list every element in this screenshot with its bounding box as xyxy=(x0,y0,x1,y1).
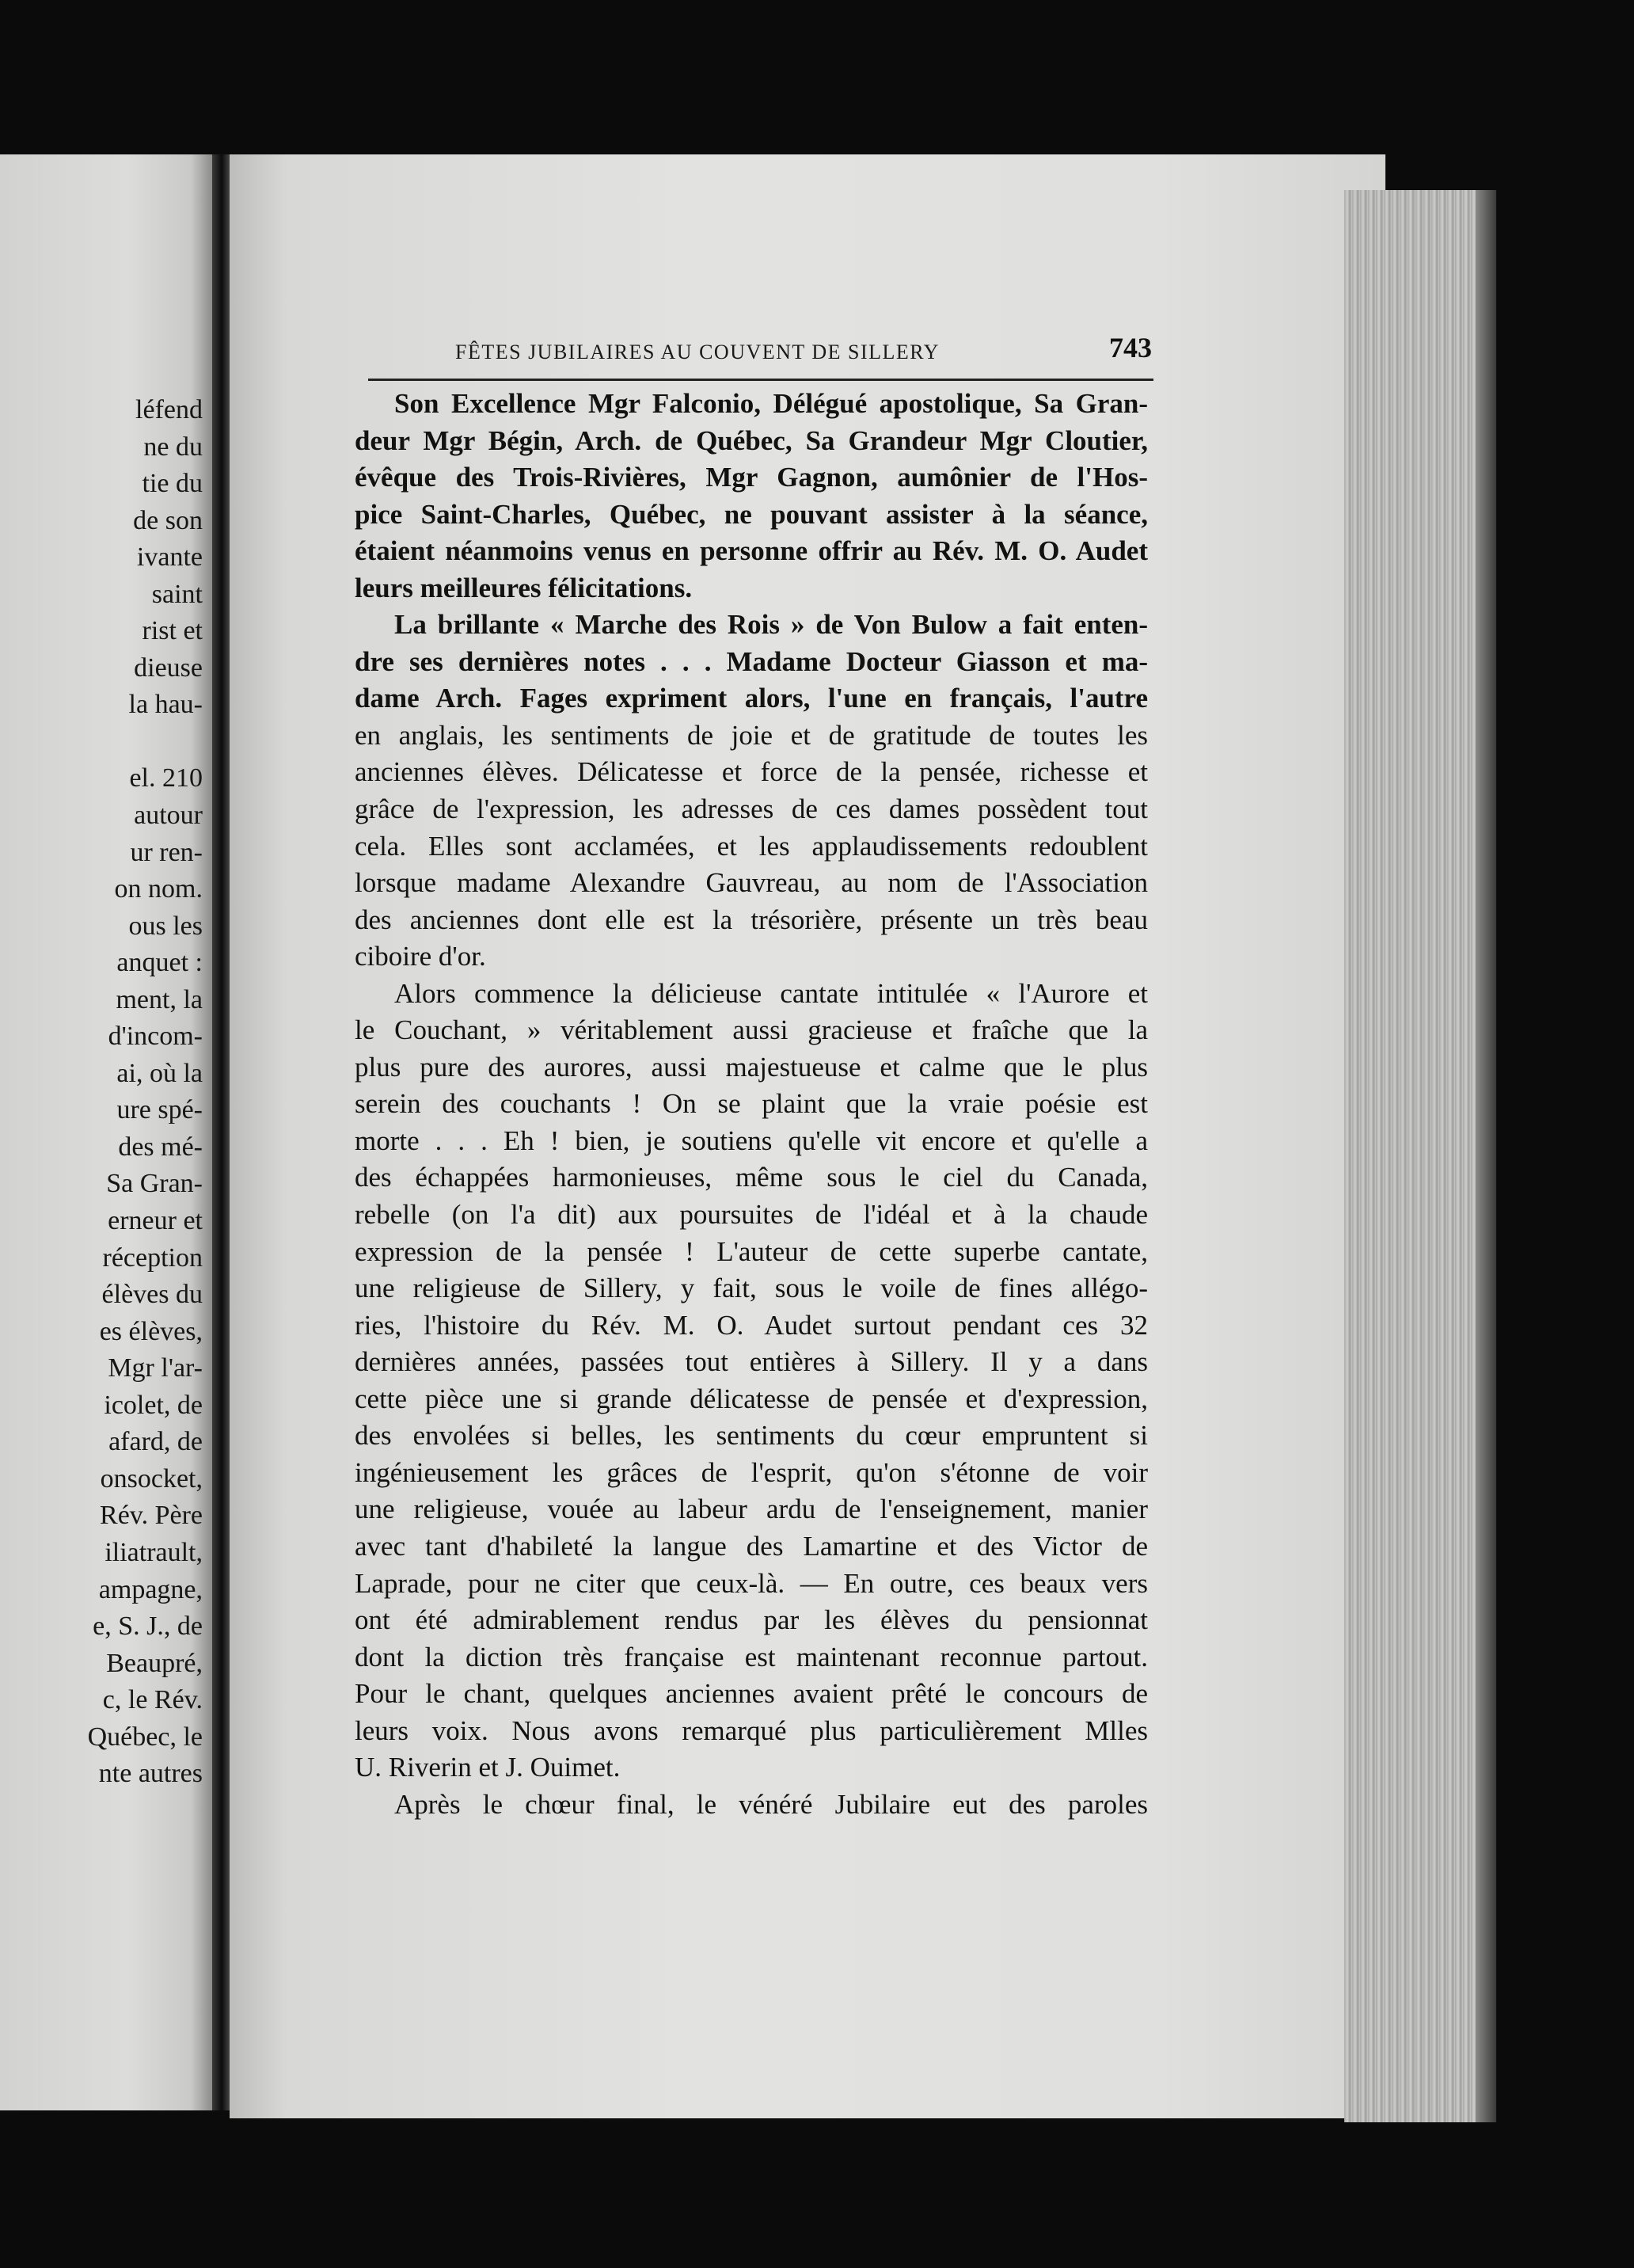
page-header xyxy=(368,331,1160,372)
text-line: Laprade, pour ne citer que ceux-là. — En outre, ces beaux vers xyxy=(355,1567,1148,1599)
previous-page-line: autour xyxy=(134,801,203,831)
text-line: ciboire d'or. xyxy=(355,941,486,972)
header-rule xyxy=(368,379,1153,381)
previous-page-line: ur ren- xyxy=(130,837,203,867)
previous-page-line: onsocket, xyxy=(100,1463,203,1494)
previous-page-line: afard, de xyxy=(108,1427,203,1457)
previous-page-line: Rév. Père xyxy=(100,1501,203,1531)
text-line: U. Riverin et J. Ouimet. xyxy=(355,1752,621,1783)
text-line: une religieuse de Sillery, y fait, sous le voile de fines allégo- xyxy=(355,1273,1148,1304)
text-line: cela. Elles sont acclamées, et les applaudissements redoublent xyxy=(355,830,1148,862)
previous-page-line: Beaupré, xyxy=(106,1648,203,1678)
previous-page-line: nte autres xyxy=(98,1759,203,1789)
page-number: 743 xyxy=(1109,332,1152,363)
previous-page-line: es élèves, xyxy=(99,1316,203,1346)
text-line: Son Excellence Mgr Falconio, Délégué apostolique, Sa Gran- xyxy=(394,388,1148,419)
previous-page-line: ai, où la xyxy=(116,1058,203,1088)
text-line: pice Saint-Charles, Québec, ne pouvant assister à la séance, xyxy=(355,498,1148,530)
text-line: dre ses dernières notes . . . Madame Docteur Giasson et ma- xyxy=(355,645,1148,677)
previous-page-line: el. 210 xyxy=(129,763,203,793)
previous-page-line: ampagne, xyxy=(98,1574,203,1604)
previous-page-line: e, S. J., de xyxy=(93,1612,203,1642)
text-line: étaient néanmoins venus en personne offrir au Rév. M. O. Audet xyxy=(355,535,1148,567)
text-line: évêque des Trois-Rivières, Mgr Gagnon, aumônier de l'Hos- xyxy=(355,462,1148,493)
text-line: dame Arch. Fages expriment alors, l'une en français, l'autre xyxy=(355,683,1148,714)
previous-page-line: d'incom- xyxy=(108,1022,203,1052)
previous-page-line: iliatrault, xyxy=(104,1537,203,1567)
text-line: ries, l'histoire du Rév. M. O. Audet surtout pendant ces 32 xyxy=(355,1309,1148,1341)
previous-page-line: léfend xyxy=(135,395,203,424)
text-line: dont la diction très française est maintenant reconnue partout. xyxy=(355,1641,1148,1672)
text-line: anciennes élèves. Délicatesse et force de la pensée, richesse et xyxy=(355,756,1148,788)
previous-page-line: erneur et xyxy=(108,1206,203,1236)
previous-page-line: de son xyxy=(133,505,203,535)
previous-page-line: anquet : xyxy=(116,948,203,978)
text-line: deur Mgr Bégin, Arch. de Québec, Sa Grandeur Mgr Cloutier, xyxy=(355,424,1148,456)
previous-page-line: Mgr l'ar- xyxy=(108,1353,203,1383)
text-line: dernières années, passées tout entières à Sillery. Il y a dans xyxy=(355,1346,1148,1378)
text-line: leurs meilleures félicitations. xyxy=(355,572,693,603)
page-edges xyxy=(1344,190,1496,2122)
text-line: Après le chœur final, le vénéré Jubilaire eut des paroles xyxy=(394,1788,1148,1820)
previous-page-line: rist et xyxy=(142,616,203,646)
previous-page-line xyxy=(0,724,203,761)
previous-page-line: ivante xyxy=(136,542,203,573)
previous-page-line: saint xyxy=(151,579,203,609)
text-line: une religieuse, vouée au labeur ardu de l'enseignement, manier xyxy=(355,1494,1148,1525)
text-line: ingénieusement les grâces de l'esprit, qu'on s'étonne de voir xyxy=(355,1456,1148,1488)
text-line: le Couchant, » véritablement aussi gracieuse et fraîche que la xyxy=(355,1014,1148,1046)
text-line: ont été admirablement rendus par les élèves du pensionnat xyxy=(355,1604,1148,1636)
text-line: des envolées si belles, les sentiments du cœur empruntent si xyxy=(355,1420,1148,1452)
previous-page-line: réception xyxy=(102,1242,203,1273)
previous-page-line: c, le Rév. xyxy=(102,1685,203,1715)
text-line: des échappées harmonieuses, même sous le ciel du Canada, xyxy=(355,1162,1148,1193)
text-line: rebelle (on l'a dit) aux poursuites de l'idéal et à la chaude xyxy=(355,1199,1148,1231)
text-line: cette pièce une si grande délicatesse de pensée et d'expression, xyxy=(355,1383,1148,1414)
body-text xyxy=(355,386,1148,1823)
previous-page-line: Québec, le xyxy=(87,1722,203,1752)
text-line: serein des couchants ! On se plaint que la vraie poésie est xyxy=(355,1088,1148,1120)
previous-page-line: ne du xyxy=(143,432,203,462)
previous-page xyxy=(0,154,212,2110)
text-line: morte . . . Eh ! bien, je soutiens qu'elle vit encore et qu'elle a xyxy=(355,1124,1148,1156)
previous-page-line: dieuse xyxy=(134,653,203,683)
previous-page-line: la hau- xyxy=(128,690,203,720)
text-line: Pour le chant, quelques anciennes avaient prêté le concours de xyxy=(355,1678,1148,1710)
text-line: leurs voix. Nous avons remarqué plus particulièrement Mlles xyxy=(355,1714,1148,1746)
previous-page-line: ure spé- xyxy=(116,1095,203,1125)
previous-page-line: des mé- xyxy=(118,1132,203,1162)
book-gutter xyxy=(212,154,230,2110)
text-line: plus pure des aurores, aussi majestueuse et calme que le plus xyxy=(355,1051,1148,1083)
text-line: grâce de l'expression, les adresses de ces dames possèdent tout xyxy=(355,793,1148,825)
text-line: La brillante « Marche des Rois » de Von Bulow a fait enten- xyxy=(394,609,1148,641)
previous-page-line: on nom. xyxy=(114,874,203,904)
previous-page-line: ous les xyxy=(128,911,203,941)
running-head: FÊTES JUBILAIRES AU COUVENT DE SILLERY xyxy=(455,341,940,363)
text-line: avec tant d'habileté la langue des Lamartine et des Victor de xyxy=(355,1530,1148,1562)
text-line: Alors commence la délicieuse cantate intitulée « l'Aurore et xyxy=(394,977,1148,1009)
text-line: lorsque madame Alexandre Gauvreau, au nom de l'Association xyxy=(355,867,1148,899)
previous-page-line: élèves du xyxy=(101,1280,203,1310)
previous-page-line: tie du xyxy=(142,469,203,499)
previous-page-line: ment, la xyxy=(116,984,203,1014)
previous-page-line: icolet, de xyxy=(104,1390,203,1420)
text-line: des anciennes dont elle est la trésorière, présente un très beau xyxy=(355,904,1148,935)
previous-page-text-fragments xyxy=(0,392,203,1793)
text-line: en anglais, les sentiments de joie et de gratitude de toutes les xyxy=(355,719,1148,751)
text-line: expression de la pensée ! L'auteur de cette superbe cantate, xyxy=(355,1235,1148,1267)
previous-page-line: Sa Gran- xyxy=(106,1169,203,1199)
